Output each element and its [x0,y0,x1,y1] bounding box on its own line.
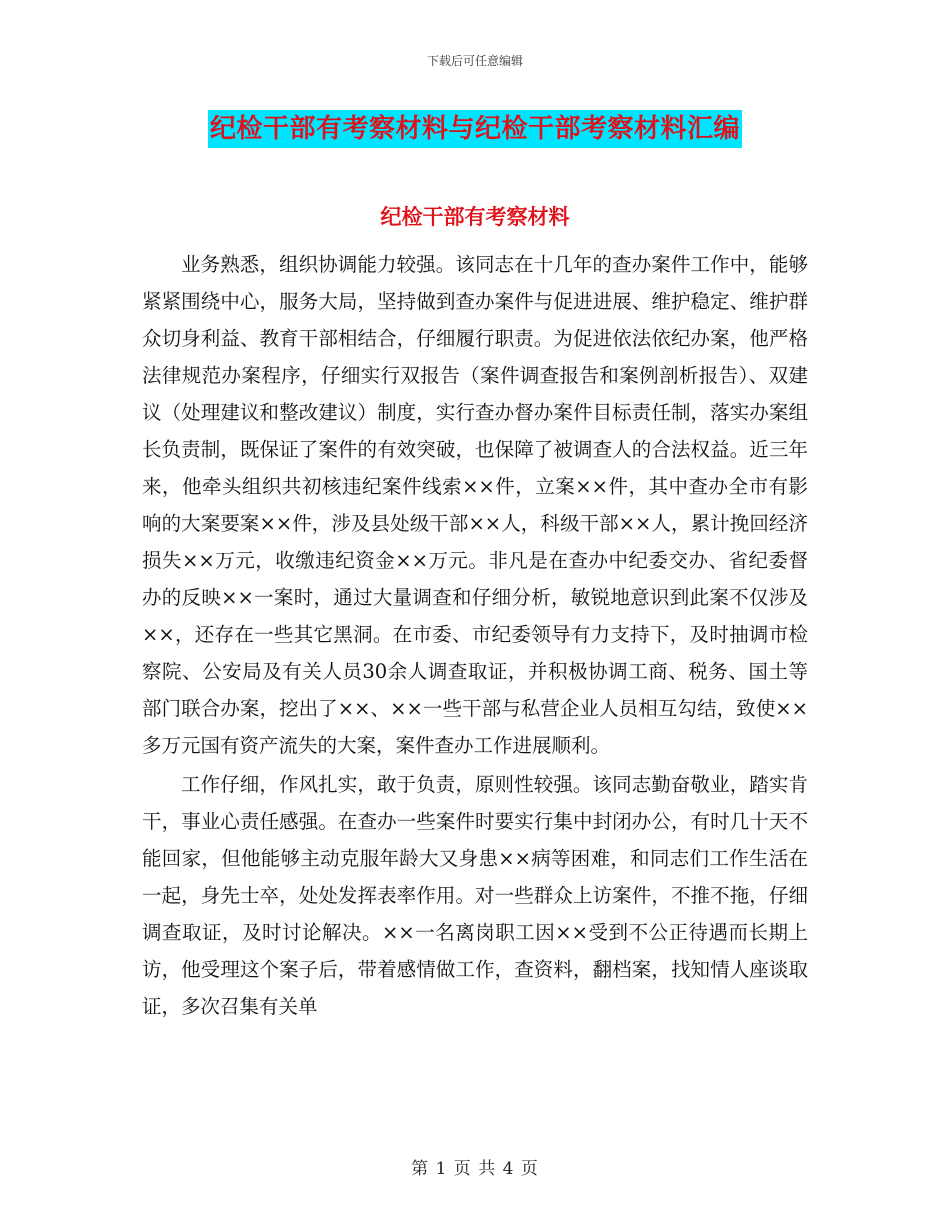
document-title-container [0,110,950,148]
page-number-footer: 第 1 页 共 4 页 [411,1159,539,1179]
document-title: 纪检干部有考察材料与纪检干部考察材料汇编 [208,110,742,148]
document-body [142,246,808,1027]
section-title: 纪检干部有考察材料 [380,204,570,229]
body-paragraph: 业务熟悉，组织协调能力较强。该同志在十几年的查办案件工作中，能够紧紧围绕中心，服务大局，坚持做到查办案件与促进进展、维护稳定、维护群众切身利益、教育干部相结合，仔细履行职责。为促进依法依纪办案，他严格法律规范办案程序，仔细实行双报告（案件调查报告和案例剖析报告）、双建议（处理建议和整改建议）制度，实行查办督办案件目标责任制，落实办案组长负责制，既保证了案件的有效突破，也保障了被调查人的合法权益。近三年来，他牵头组织共初核违纪案件线索××件，立案××件，其中查办全市有影响的大案要案××件，涉及县处级干部××人，科级干部××人，累计挽回经济损失××万元，收缴违纪资金××万元。非凡是在查办中纪委交办、省纪委督办的反映××一案时，通过大量调查和仔细分析，敏锐地意识到此案不仅涉及××，还存在一些其它黑洞。在市委、市纪委领导有力支持下，及时抽调市检察院、公安局及有关人员30余人调查取证，并积极协调工商、税务、国土等部门联合办案，挖出了××、××一些干部与私营企业人员相互勾结，致使××多万元国有资产流失的大案，案件查办工作进展顺利。 [142,253,808,757]
page-header-note: 下载后可任意编辑 [426,54,523,68]
body-paragraph: 工作仔细，作风扎实，敢于负责，原则性较强。该同志勤奋敬业，踏实肯干，事业心责任感强。在查办一些案件时要实行集中封闭办公，有时几十天不能回家，但他能够主动克服年龄大又身患××病等困难，和同志们工作生活在一起，身先士卒，处处发挥表率作用。对一些群众上访案件，不推不拖，仔细调查取证，及时讨论解决。××一名离岗职工因××受到不公正待遇而长期上访，他受理这个案子后，带着感情做工作，查资料，翻档案，找知情人座谈取证，多次召集有关单 [142,773,808,1018]
